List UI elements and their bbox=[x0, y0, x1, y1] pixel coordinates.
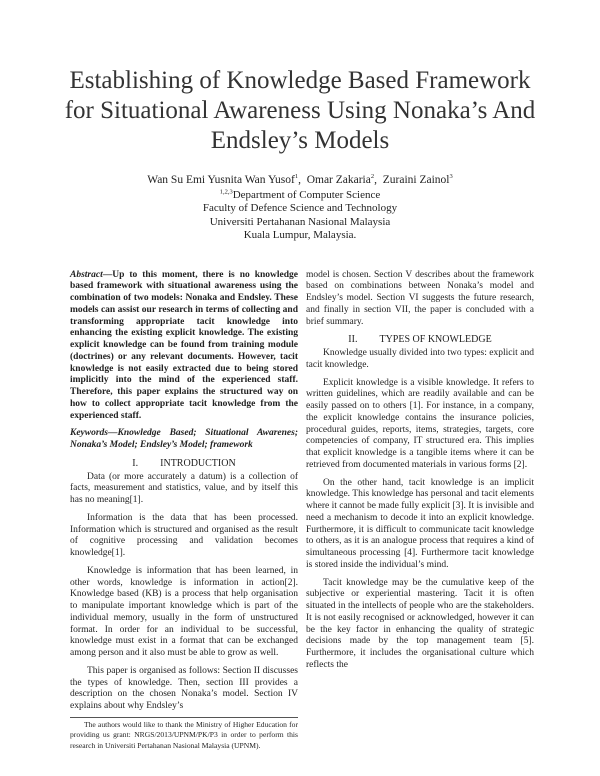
section-number: II. bbox=[348, 334, 358, 346]
affiliation-faculty: Faculty of Defence Science and Technology bbox=[202, 202, 398, 214]
section-heading bbox=[306, 334, 534, 346]
paragraph: Information is the data that has been processed. Information which is structured and organised as the result of cognitive processing and validation becomes knowledge[1]. bbox=[70, 512, 298, 558]
author-sup: 3 bbox=[449, 173, 453, 181]
footnote: The authors would like to thank the Ministry of Higher Education for providing us grant: NRGS/2013/UPNM/PK/P3 in order to perform this research in Universiti Pertahanan Nasional Malaysia (UPNM). bbox=[70, 719, 298, 750]
paper-title bbox=[40, 66, 560, 156]
section-number: I. bbox=[132, 457, 139, 469]
author-name: Wan Su Emi Yusnita Wan Yusof bbox=[147, 174, 295, 186]
section-heading bbox=[70, 458, 298, 470]
author-sup: 1 bbox=[294, 173, 299, 181]
affiliation-university: Universiti Pertahanan Nasional Malaysia bbox=[209, 215, 391, 228]
left-column bbox=[70, 270, 298, 752]
abstract-label: Abstract bbox=[70, 269, 103, 280]
paragraph: model is chosen. Section V describes about the framework based on combinations between Nonaka’s model and Endsley’s model. Section VI suggests the future research, and finally in section VII, the paper is concluded with a brief summary. bbox=[306, 269, 534, 327]
paragraph: Tacit knowledge may be the cumulative keep of the subjective or experiential mastering. Tacit it is often situated in the intellects of people who are the stakeholders. It is not easily recognised or acknowledged, however it can be the key factor in enhancing the quality of strategic decisions made by the top management team [5]. Furthermore, it includes the organisational culture which reflects the bbox=[306, 577, 534, 670]
footnote-divider bbox=[70, 717, 298, 718]
section-title: INTRODUCTION bbox=[160, 457, 236, 469]
title-line: for Situational Awareness Using Nonaka’s And bbox=[64, 97, 536, 124]
two-column-body bbox=[70, 270, 534, 752]
affiliation-department bbox=[60, 189, 540, 203]
abstract-text: —Up to this moment, there is no knowledge based framework with situational awareness using the combination of two models: Nonaka and Endsley. These models can assist our research in terms of collecting and transforming appropriate tacit knowledge into enhancing the existing explicit knowledge. The existing explicit knowledge can be found from training module (doctrines) or any relevant documents. However, tacit knowledge is not easily extracted due to being stored implicitly into the mind of the experienced staff. Therefore, this paper explains the structured way on how to collect appropriate tacit knowledge from the experienced staff. bbox=[70, 269, 298, 421]
paragraph: This paper is organised as follows: Section II discusses the types of knowledge. Then, section III provides a description on the chosen Nonaka’s model. Section IV explains about why Endsley’s bbox=[70, 665, 298, 711]
paragraph: Data (or more accurately a datum) is a collection of facts, measurement and statistics, value, and by itself this has no meaning[1]. bbox=[70, 471, 298, 505]
paragraph: Explicit knowledge is a visible knowledge. It refers to written guidelines, which are readily available and can be easily passed on to others [1]. For instance, in a company, the explicit knowledge contains the insurance policies, procedural guides, reports, items, strategies, targets, core competencies of company, IT structured era. This implies that explicit knowledge is a tangible items where it can be retrieved from documented materials in various forms [2]. bbox=[306, 377, 534, 470]
paragraph: Knowledge is information that has been learned, in other words, knowledge is information in action[2]. Knowledge based (KB) is a process that help organisation to manipulate important knowledge which is part of the individual memory, usually in the form of unstructured format. In order for an individual to be successful, knowledge must exist in a format that can be exchanged among person and it also must be able to grow as well. bbox=[70, 565, 298, 658]
title-line: Establishing of Knowledge Based Framework bbox=[69, 67, 531, 94]
author-name: Zuraini Zainol bbox=[382, 174, 450, 186]
right-column bbox=[306, 270, 534, 678]
author-block bbox=[60, 174, 540, 243]
author-name: Omar Zakaria bbox=[306, 174, 371, 186]
keywords: Keywords—Knowledge Based; Situational Awarenes; Nonaka’s Model; Endsley’s Model; framework bbox=[70, 428, 298, 450]
affiliation-location: Kuala Lumpur, Malaysia. bbox=[243, 229, 357, 241]
paragraph: Knowledge usually divided into two types: explicit and tacit knowledge. bbox=[306, 348, 534, 370]
title-line: Endsley’s Models bbox=[210, 127, 390, 154]
author-names: Wan Su Emi Yusnita Wan Yusof$^1$, Omar Zakaria$^2$, Zuraini Zainol$^3$ bbox=[147, 173, 453, 186]
affiliation-sup: 1,2,3 bbox=[219, 187, 233, 195]
paragraph: On the other hand, tacit knowledge is an implicit knowledge. This knowledge has personal and tacit elements where it cannot be made fully explicit [3]. It is invisible and need a mechanism to decode it into an explicit knowledge. Furthermore, it is difficult to communicate tacit knowledge to others, as it is an analogue process that requires a kind of simultaneous processing [4]. Furthermore tacit knowledge is stored inside the individual’s mind. bbox=[306, 477, 534, 570]
section-title: TYPES OF KNOWLEDGE bbox=[379, 334, 492, 346]
author-sup: 2 bbox=[370, 173, 375, 181]
abstract bbox=[70, 270, 298, 423]
department: Department of Computer Science bbox=[232, 188, 381, 201]
